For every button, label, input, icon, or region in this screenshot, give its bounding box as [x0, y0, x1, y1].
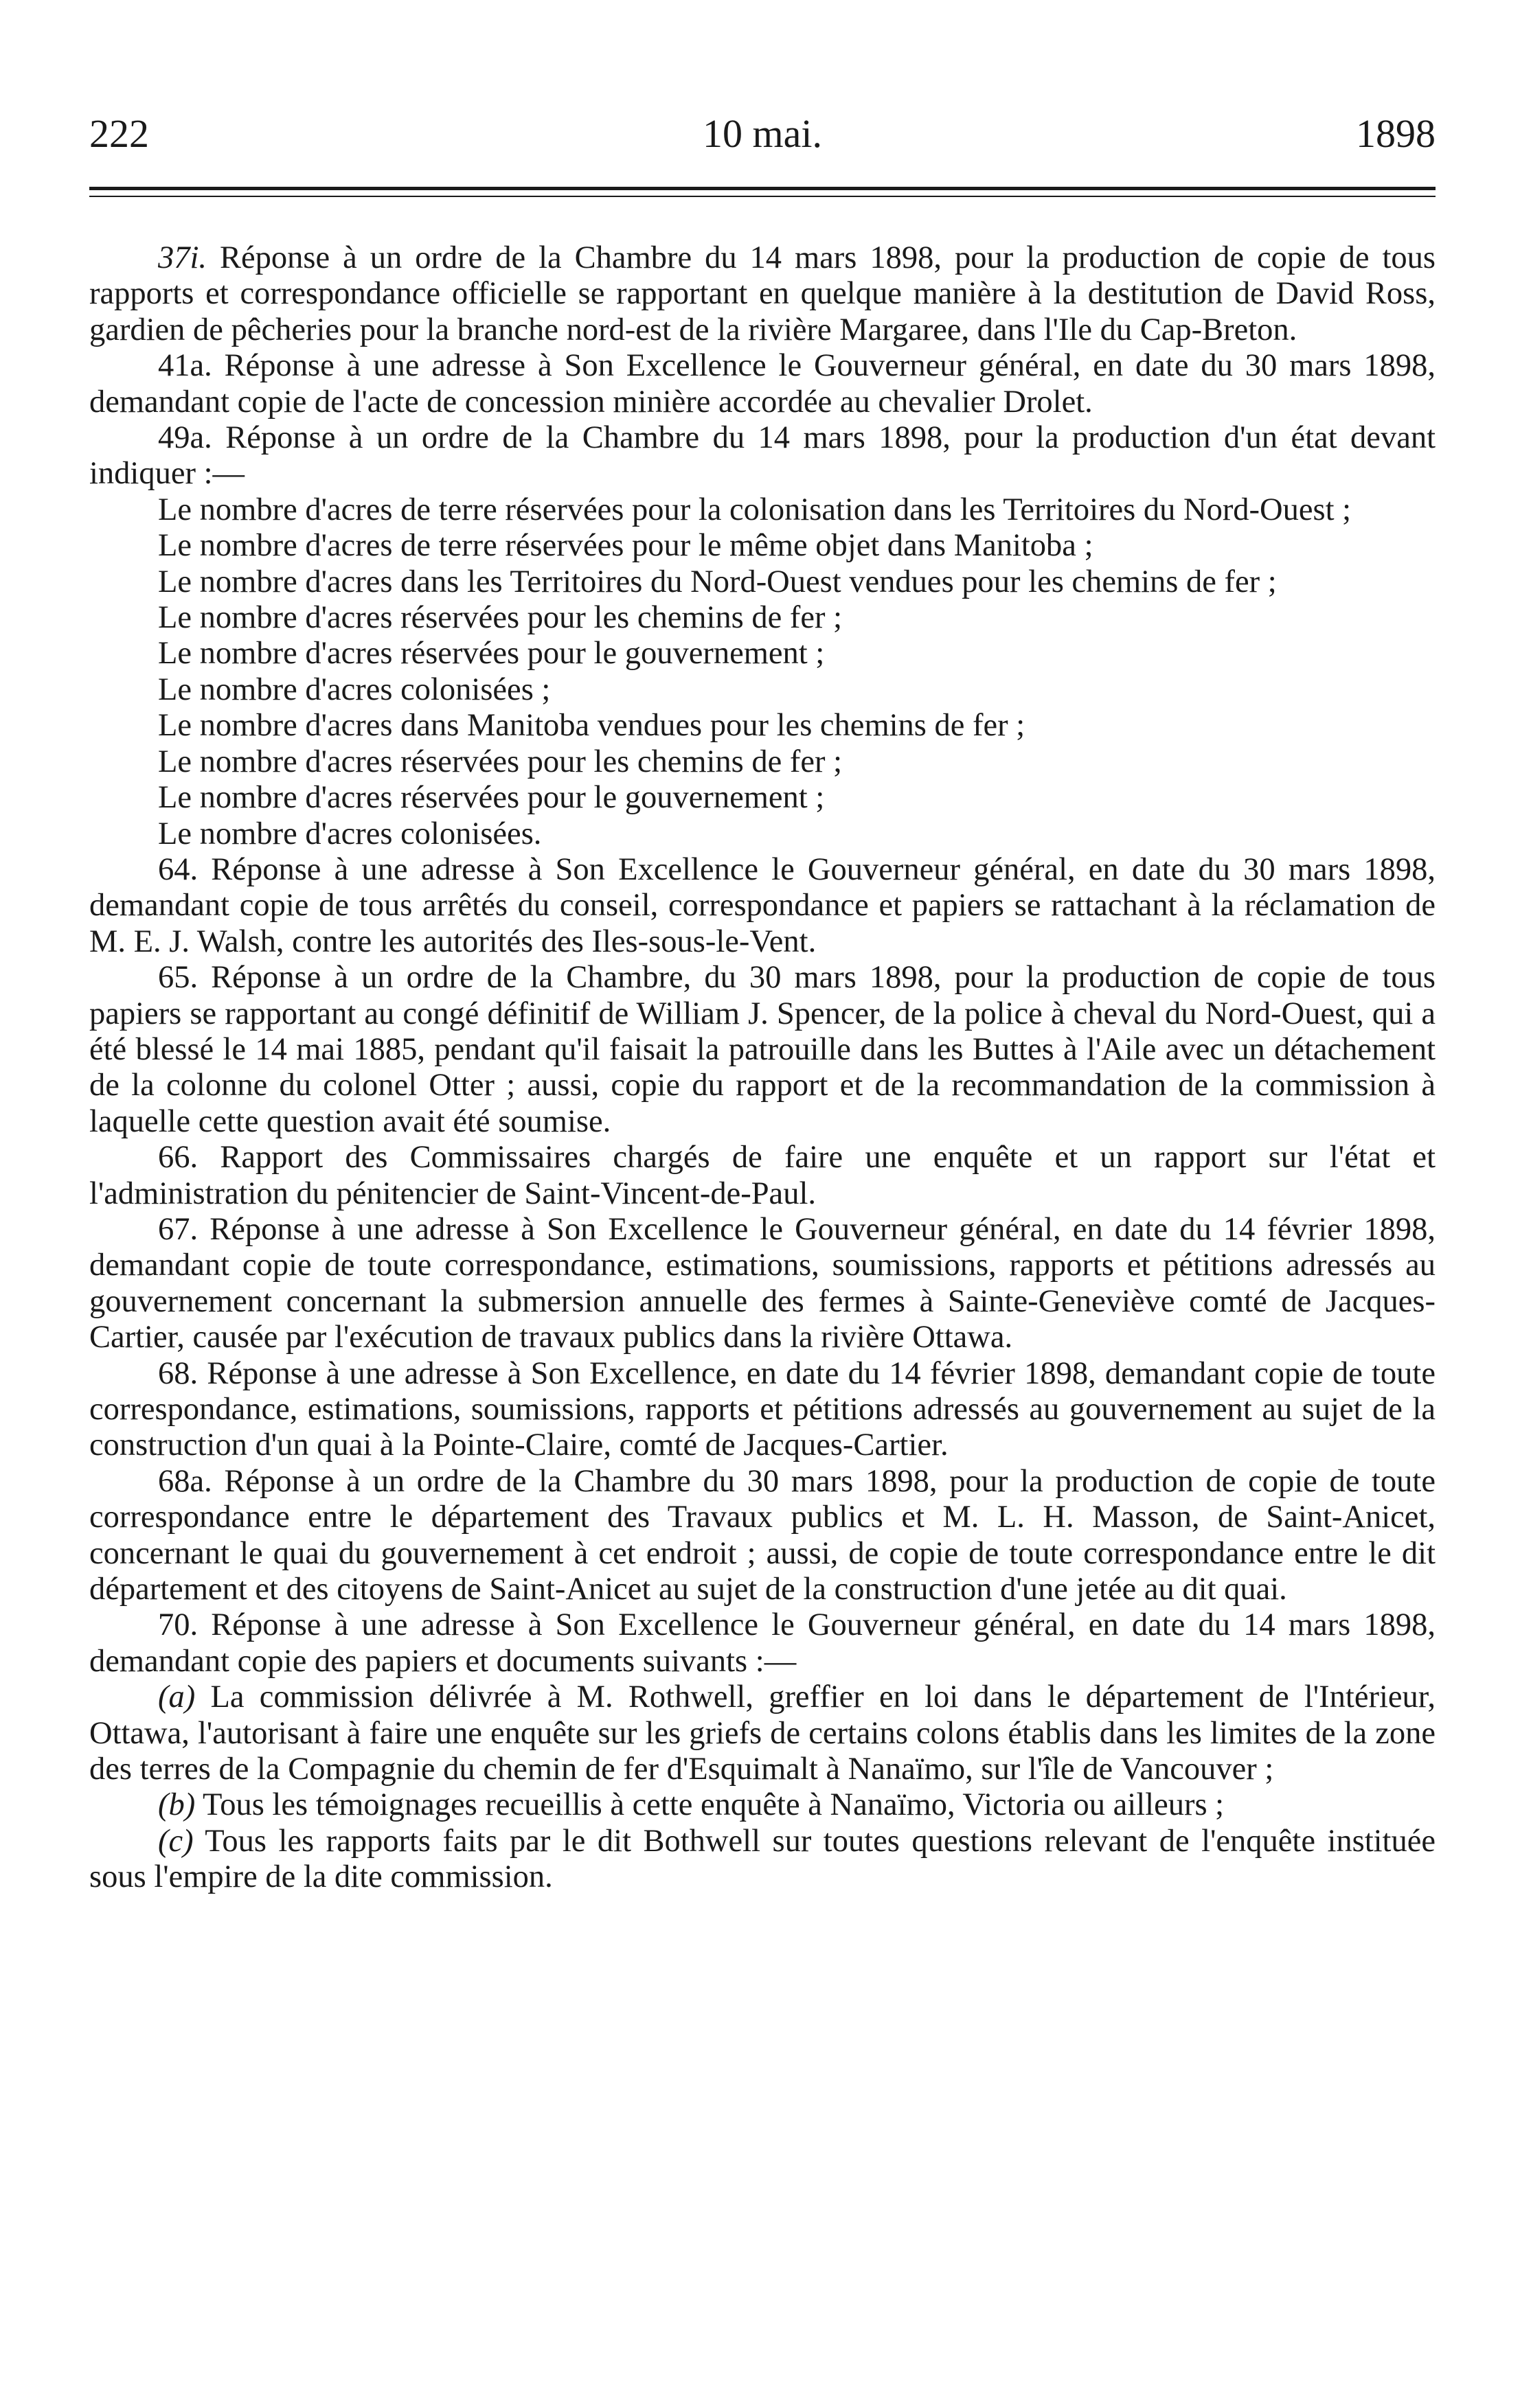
sub-item-label: (a)	[158, 1679, 196, 1715]
entry-text: Réponse à une adresse à Son Excellence le Gouverneur général, en date du 30 mars 1898, demandant copie de tous arrêtés du conseil, correspondance et papiers se rattachant à la réclamation de M. E. J. Walsh, contre les autorités des Iles-sous-le-Vent.	[89, 851, 1436, 959]
list-item: Le nombre d'acres réservées pour les chemins de fer ;	[158, 600, 843, 636]
list-item: Le nombre d'acres colonisées.	[158, 816, 542, 851]
list-item: Le nombre d'acres dans Manitoba vendues pour les chemins de fer ;	[158, 708, 1025, 744]
sub-item-label: (b)	[158, 1787, 196, 1823]
entry-text: Réponse à un ordre de la Chambre du 14 mars 1898, pour la production d'un état devant indiquer :—	[89, 420, 1436, 492]
list-item: Le nombre d'acres réservées pour les chemins de fer ;	[158, 744, 843, 779]
sub-list-item	[89, 1824, 1436, 1896]
page-header	[89, 106, 1436, 161]
header-rule-thick	[89, 187, 1436, 190]
sub-list-item	[89, 1679, 1436, 1787]
page-number: 222	[89, 111, 149, 156]
entry-number: 68.	[158, 1355, 198, 1391]
entry-paragraph	[89, 1607, 1436, 1679]
entry-paragraph	[89, 240, 1436, 348]
sub-item-text: La commission délivrée à M. Rothwell, greffier en loi dans le département de l'Intérieur, Ottawa, l'autorisant à faire une enquête sur les griefs de certains colons établis dans les limites de la zone des terres de la Compagnie du chemin de fer d'Esquimalt à Nanaïmo, sur l'île de Vancouver ;	[89, 1679, 1436, 1787]
entry-number: 41a.	[158, 348, 212, 384]
entry-number: 65.	[158, 960, 198, 996]
sub-item-text: Tous les rapports faits par le dit Bothwell sur toutes questions relevant de l'enquête instituée sous l'empire de la dite commission.	[89, 1823, 1436, 1895]
entry-text: Réponse à un ordre de la Chambre du 30 mars 1898, pour la production de copie de toute correspondance entre le département des Travaux publics et M. L. H. Masson, de Saint-Anicet, concernant le quai du gouvernement à cet endroit ; aussi, de copie de toute correspondance entre le dit département et des citoyens de Saint-Anicet au sujet de la construction d'une jetée au dit quai.	[89, 1463, 1436, 1607]
entry-number: 68a.	[158, 1463, 212, 1499]
list-item: Le nombre d'acres réservées pour le gouvernement ;	[158, 636, 825, 672]
entry-paragraph	[89, 852, 1436, 960]
entry-text: Réponse à une adresse à Son Excellence le Gouverneur général, en date du 14 mars 1898, demandant copie des papiers et documents suivants :—	[89, 1607, 1436, 1679]
entry-paragraph	[89, 1140, 1436, 1212]
list-item: Le nombre d'acres de terre réservées pour le même objet dans Manitoba ;	[158, 528, 1093, 564]
list-item: Le nombre d'acres de terre réservées pour la colonisation dans les Territoires du Nord-Ouest ;	[158, 492, 1352, 527]
entry-paragraph	[89, 960, 1436, 1140]
entry-text: Rapport des Commissaires chargés de faire une enquête et un rapport sur l'état et l'administration du pénitencier de Saint-Vincent-de-Paul.	[89, 1140, 1436, 1211]
list-item: Le nombre d'acres réservées pour le gouvernement ;	[158, 780, 825, 816]
header-rule-thin	[89, 196, 1436, 197]
entry-text: Réponse à une adresse à Son Excellence le Gouverneur général, en date du 14 février 1898, demandant copie de toute correspondance, estimations, soumissions, rapports et pétitions adressés au gouvernement concernant la submersion annuelle des fermes à Sainte-Geneviève comté de Jacques-Cartier, causée par l'exécution de travaux publics dans la rivière Ottawa.	[89, 1211, 1436, 1355]
entry-text: Réponse à un ordre de la Chambre, du 30 mars 1898, pour la production de copie de tous papiers se rapportant au congé définitif de William J. Spencer, de la police à cheval du Nord-Ouest, qui a été blessé le 14 mai 1885, pendant qu'il faisait la patrouille dans les Buttes à l'Aile avec un détachement de la colonne du colonel Otter ; aussi, copie du rapport et de la recommandation de la commission à laquelle cette question avait été soumise.	[89, 960, 1436, 1139]
entry-text: Réponse à une adresse à Son Excellence, en date du 14 février 1898, demandant copie de toute correspondance, estimations, soumissions, rapports et pétitions adressés au gouvernement au sujet de la construction d'un quai à la Pointe-Claire, comté de Jacques-Cartier.	[89, 1355, 1436, 1463]
sub-item-label: (c)	[158, 1823, 194, 1859]
entry-text: Réponse à un ordre de la Chambre du 14 mars 1898, pour la production de copie de tous rapports et correspondance officielle se rapportant en quelque manière à la destitution de David Ross, gardien de pêcheries pour la branche nord-est de la rivière Margaree, dans l'Ile du Cap-Breton.	[89, 240, 1436, 347]
entry-paragraph	[89, 1212, 1436, 1356]
entry-paragraph	[89, 1356, 1436, 1464]
page-year: 1898	[1356, 111, 1436, 156]
entry-number: 67.	[158, 1211, 198, 1247]
entry-number: 37i.	[158, 240, 207, 275]
entry-number: 66.	[158, 1140, 198, 1176]
sub-list-item	[89, 1787, 1436, 1823]
page-date: 10 mai.	[703, 111, 822, 156]
entry-text: Réponse à une adresse à Son Excellence le Gouverneur général, en date du 30 mars 1898, demandant copie de l'acte de concession minière accordée au chevalier Drolet.	[89, 348, 1436, 420]
entry-paragraph	[89, 348, 1436, 420]
entry-paragraph	[89, 420, 1436, 492]
list-item: Le nombre d'acres colonisées ;	[158, 672, 551, 707]
entry-number: 49a.	[158, 420, 212, 456]
entry-number: 64.	[158, 851, 198, 887]
list-item: Le nombre d'acres dans les Territoires du Nord-Ouest vendues pour les chemins de fer ;	[158, 564, 1277, 599]
entry-paragraph	[89, 1464, 1436, 1608]
entry-number: 70.	[158, 1607, 198, 1643]
document-body	[89, 240, 1436, 1896]
sub-item-text: Tous les témoignages recueillis à cette enquête à Nanaïmo, Victoria ou ailleurs ;	[203, 1787, 1225, 1823]
